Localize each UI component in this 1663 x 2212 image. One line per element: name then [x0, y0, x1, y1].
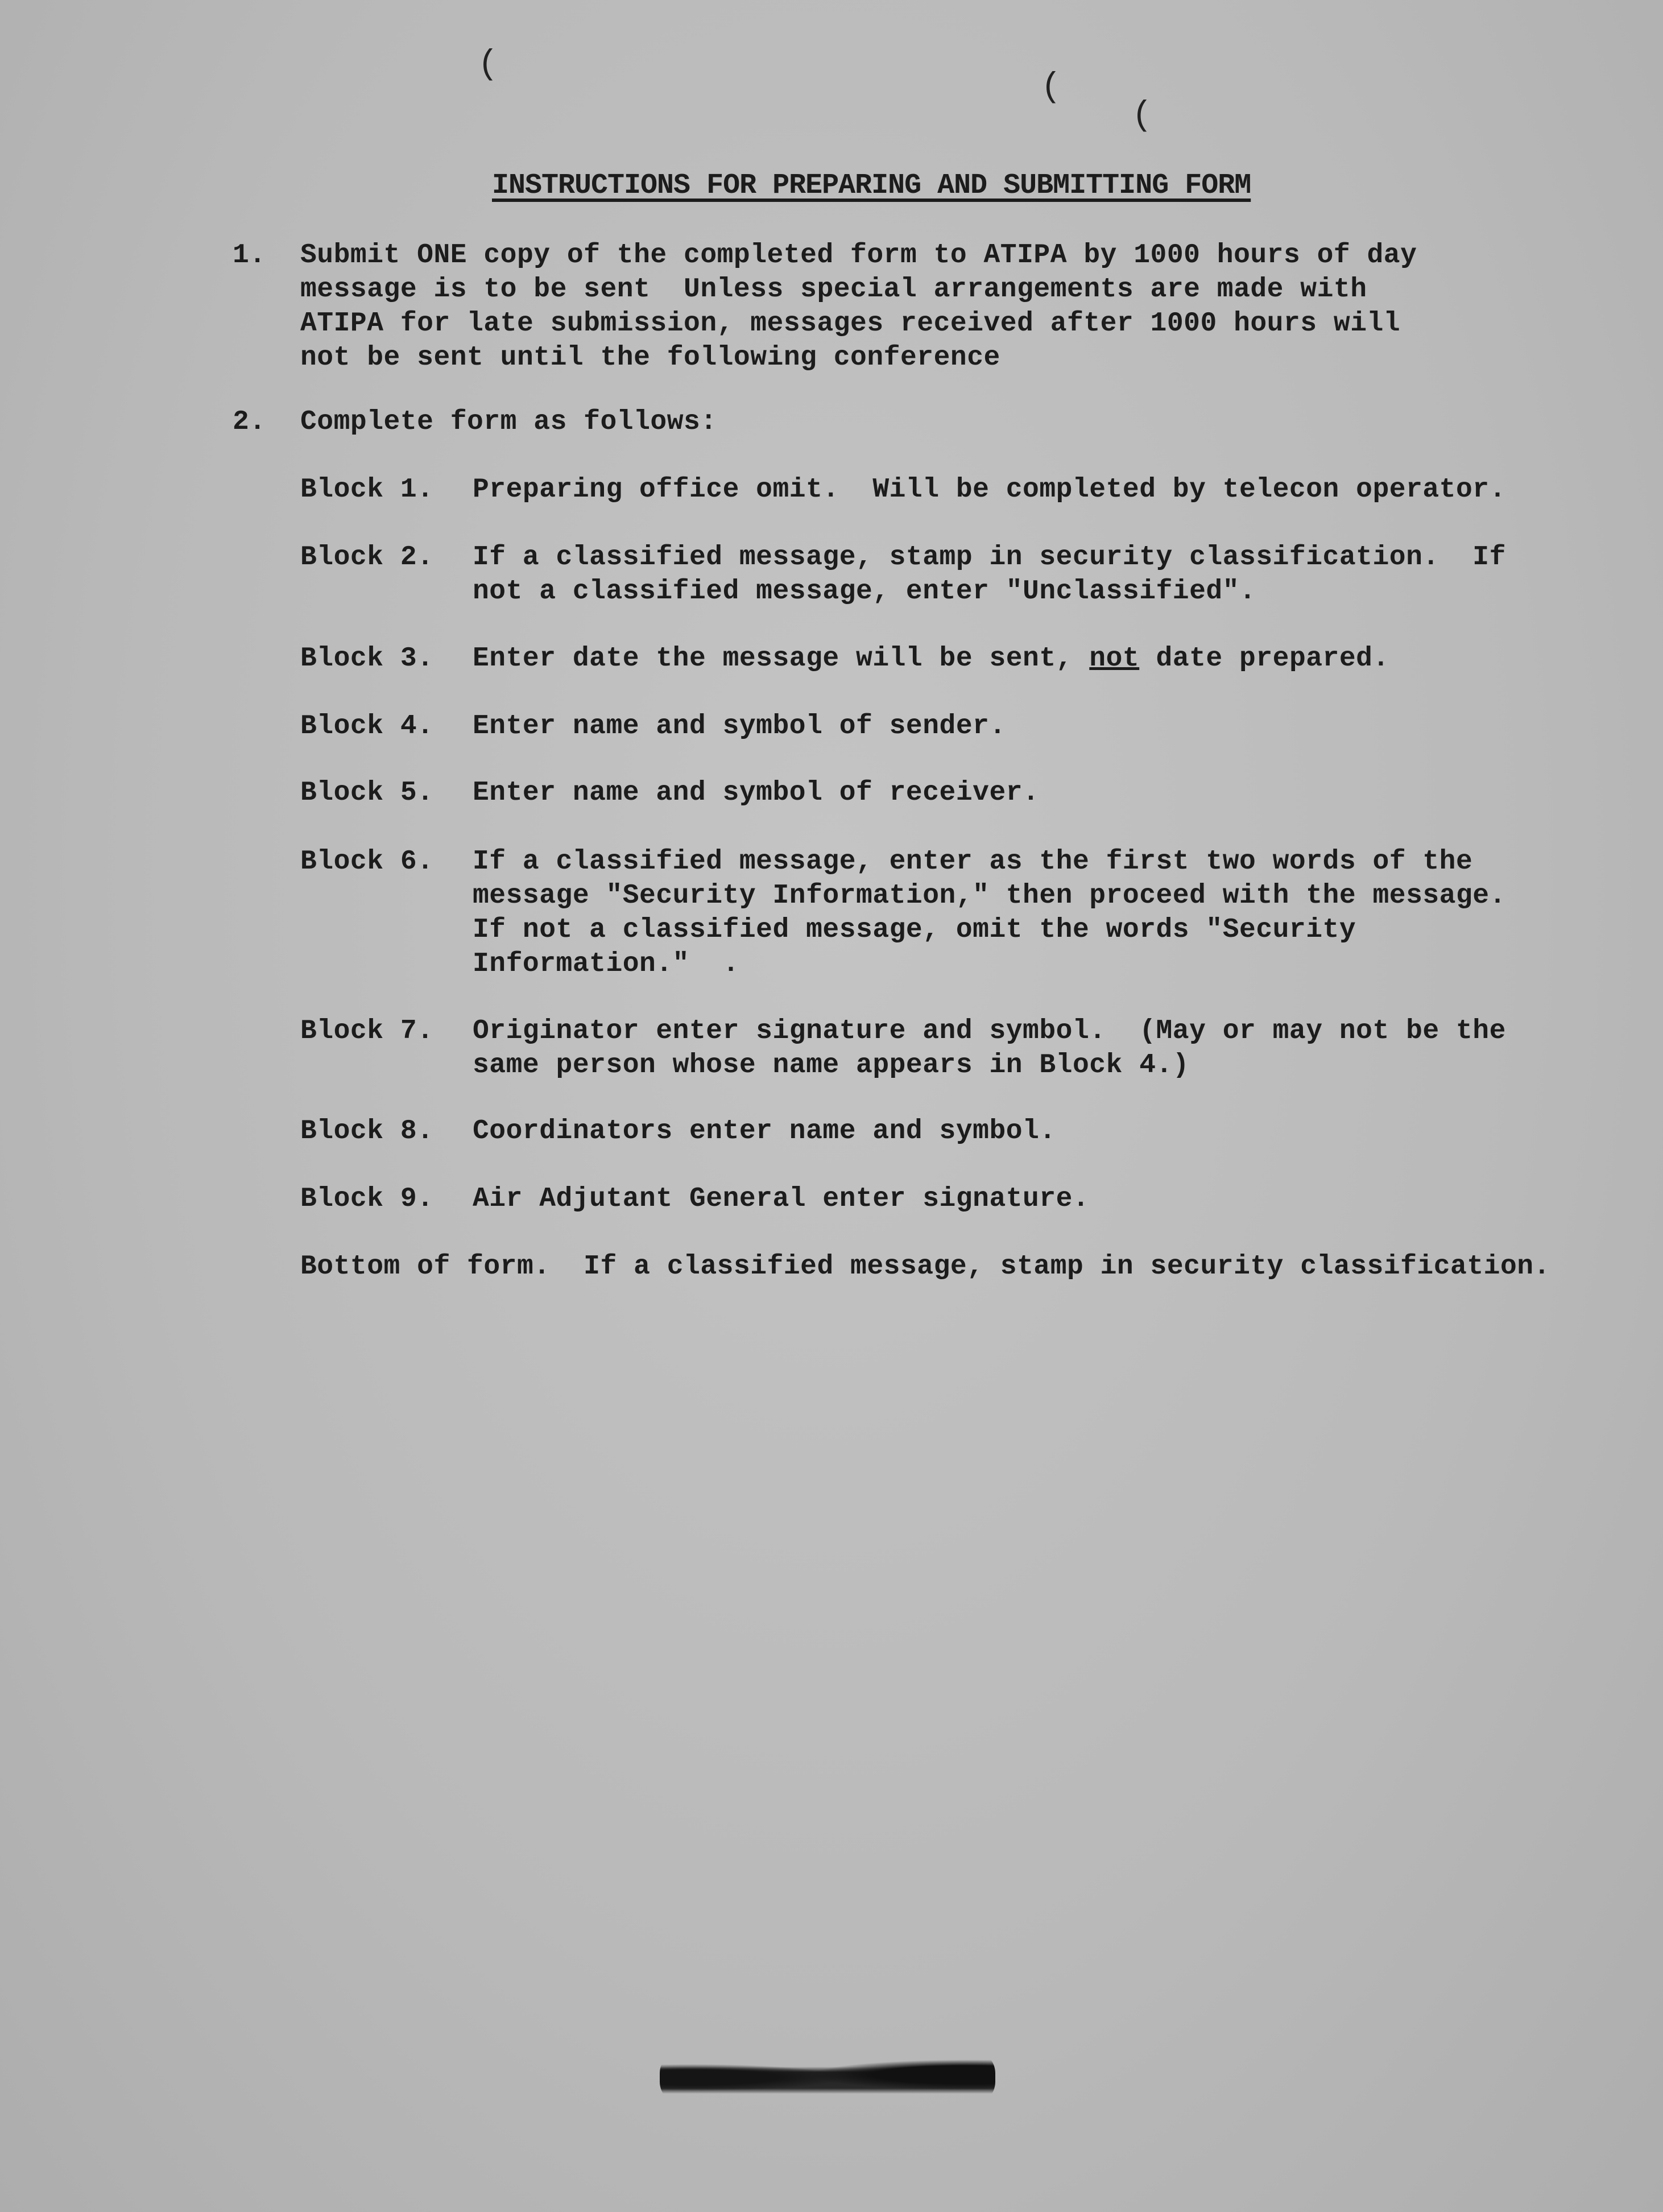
- item1-line: not be sent until the following conference: [300, 342, 1000, 373]
- block-text: [473, 642, 1389, 676]
- block-text-part: Enter date the message will be sent,: [473, 643, 1090, 674]
- handwritten-mark: (: [478, 46, 499, 84]
- block-label: Block 4.: [300, 711, 434, 742]
- bottom-of-form-note: Bottom of form. If a classified message, stamp in security classification.: [300, 1251, 1550, 1282]
- block-label: Block 7.: [300, 1016, 434, 1047]
- block-text: Information." .: [473, 949, 739, 979]
- block-text: same person whose name appears in Block 4.): [473, 1050, 1190, 1081]
- block-text: Air Adjutant General enter signature.: [473, 1184, 1090, 1214]
- block-text: If a classified message, stamp in security classification. If: [473, 542, 1506, 573]
- block-label: Block 5.: [300, 778, 434, 808]
- block-text: Preparing office omit. Will be completed by telecon operator.: [473, 474, 1506, 505]
- block-label: Block 1.: [300, 474, 434, 505]
- block-text: If not a classified message, omit the words "Security: [473, 915, 1356, 945]
- item2-intro: Complete form as follows:: [300, 407, 717, 437]
- block-label: Block 3.: [300, 643, 434, 674]
- block-label: Block 8.: [300, 1116, 434, 1147]
- block-text: Enter name and symbol of sender.: [473, 711, 1006, 742]
- block-text: Coordinators enter name and symbol.: [473, 1116, 1056, 1147]
- block-text: not a classified message, enter "Unclassified".: [473, 576, 1256, 607]
- block-label: Block 9.: [300, 1184, 434, 1214]
- item1-line: Submit ONE copy of the completed form to ATIPA by 1000 hours of day: [300, 240, 1417, 271]
- page-title: INSTRUCTIONS FOR PREPARING AND SUBMITTING FORM: [492, 169, 1251, 202]
- block-text: Enter name and symbol of receiver.: [473, 778, 1040, 808]
- block-text: message "Security Information," then proceed with the message.: [473, 880, 1506, 911]
- handwritten-mark: (: [1041, 68, 1062, 107]
- ink-smudge: [660, 2050, 995, 2104]
- item-number: 2.: [233, 407, 266, 437]
- item1-line: message is to be sent Unless special arrangements are made with: [300, 274, 1367, 305]
- block-text: Originator enter signature and symbol. (May or may not be the: [473, 1016, 1506, 1047]
- block-label: Block 6.: [300, 846, 434, 877]
- item1-line: ATIPA for late submission, messages received after 1000 hours will: [300, 308, 1401, 339]
- block-text: If a classified message, enter as the first two words of the: [473, 846, 1473, 877]
- handwritten-mark: (: [1132, 97, 1153, 135]
- emphasized-word: not: [1089, 643, 1140, 674]
- item-number: 1.: [233, 240, 266, 271]
- block-label: Block 2.: [300, 542, 434, 573]
- block-text-part: date prepared.: [1139, 643, 1389, 674]
